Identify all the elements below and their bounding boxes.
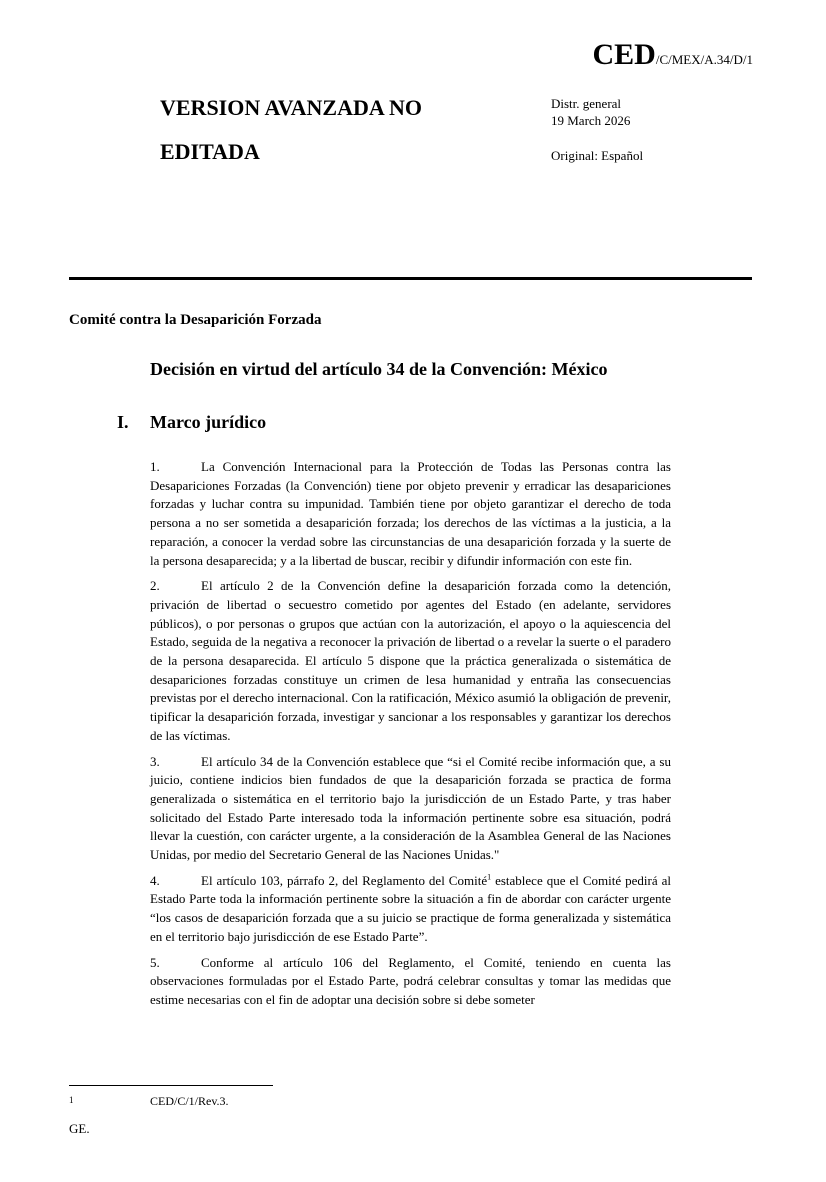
advance-version-banner	[160, 86, 500, 174]
paragraph-text: Conforme al artículo 106 del Reglamento, el Comité, teniendo en cuenta las observaciones formuladas por el Estado Parte, podrá celebrar consultas y tomar las medidas que estime necesarias con el fin de adoptar una decisión sobre si debe someter	[150, 954, 671, 1007]
symbol-rest: /C/MEX/A.34/D/1	[655, 52, 753, 67]
footnote-text: CED/C/1/Rev.3.	[150, 1094, 229, 1108]
section-number: I.	[117, 412, 129, 432]
paragraph-text: La Convención Internacional para la Protección de Todas las Personas contra las Desapariciones Forzadas (la Convención) tiene por objeto prevenir y erradicar las desapariciones forzadas y luchar contra su impunidad. También tiene por objeto garantizar el derecho de toda persona a no ser sometida a desaparición forzada; los derechos de las víctimas a la justicia, a la reparación, a conocer la verdad sobre las circunstancias de una desaparición forzada y la suerte de la persona desaparecida; y a la libertad de buscar, recibir y difundir información con este fin.	[150, 459, 671, 568]
banner-line-2: EDITADA	[160, 139, 260, 164]
paragraph-number: 3.	[150, 753, 160, 769]
distribution-block	[551, 95, 630, 129]
footnote-number: 1	[69, 1095, 74, 1105]
paragraph-text: El artículo 103, párrafo 2, del Reglamento del Comité	[201, 872, 488, 888]
paragraph-number: 4.	[150, 872, 160, 888]
footnote-reference[interactable]: 1	[487, 872, 492, 882]
paragraph-4	[150, 872, 671, 947]
decision-title: Decisión en virtud del artículo 34 de la Convención: México	[150, 359, 608, 379]
paragraph-number: 1.	[150, 459, 160, 474]
paragraph-5	[150, 954, 671, 1010]
paragraph-text: El artículo 2 de la Convención define la desaparición forzada como la detención, privación de libertad o secuestro cometido por agentes del Estado (en adelante, servidores públicos), o por personas o grupos que actúan con la autorización, el apoyo o la aquiescencia del Estado, seguida de la negativa a reconocer la privación de libertad o a revelar la suerte o el paradero de la persona desaparecida. El artículo 5 dispone que la práctica generalizada o sistemática de desapariciones forzadas constituye un crimen de lesa humanidad y entraña las consecuencias previstas por el derecho internacional. Con la ratificación, México asumió la obligación de prevenir, tipificar la desaparición forzada, investigar y sancionar a los responsables y garantizar los derechos de las víctimas.	[150, 578, 671, 743]
footer-code: GE.	[69, 1121, 90, 1136]
paragraph-number: 2.	[150, 578, 160, 594]
header-divider	[69, 277, 752, 280]
original-language: Original: Español	[551, 148, 644, 163]
committee-name: Comité contra la Desaparición Forzada	[69, 312, 322, 328]
paragraph-text-cont: establece que el Comité pedirá al Estado Parte toda la información pertinente sobre la situación a fin de abordar con carácter urgente “los casos de desaparición forzada que a su juicio se practique de forma generalizada y sistemática en el territorio bajo jurisdicción de ese Estado Parte”.	[150, 872, 671, 944]
footnote-divider	[69, 1085, 273, 1086]
paragraph-2	[150, 577, 671, 745]
paragraph-3	[150, 753, 671, 865]
paragraph-number: 5.	[150, 954, 160, 970]
document-symbol	[593, 40, 754, 70]
section-title: Marco jurídico	[150, 412, 267, 432]
document-date: 19 March 2026	[551, 113, 631, 128]
symbol-main: CED	[592, 38, 656, 71]
distribution-label: Distr. general	[551, 96, 622, 111]
paragraph-1	[150, 458, 671, 570]
body-text	[150, 458, 671, 1017]
banner-line-1: VERSION AVANZADA NO	[160, 95, 423, 120]
paragraph-text: El artículo 34 de la Convención establece que “si el Comité recibe información que, a su juicio, contiene indicios bien fundados de que la desaparición forzada se practica de forma generalizada o sistemática en el territorio bajo la jurisdicción de un Estado Parte, y tras haber solicitado del Estado Parte interesado toda la información pertinente sobre esa situación, podrá llevar la cuestión, con carácter urgente, a la consideración de la Asamblea General de las Naciones Unidas, por medio del Secretario General de las Naciones Unidas."	[150, 753, 671, 863]
